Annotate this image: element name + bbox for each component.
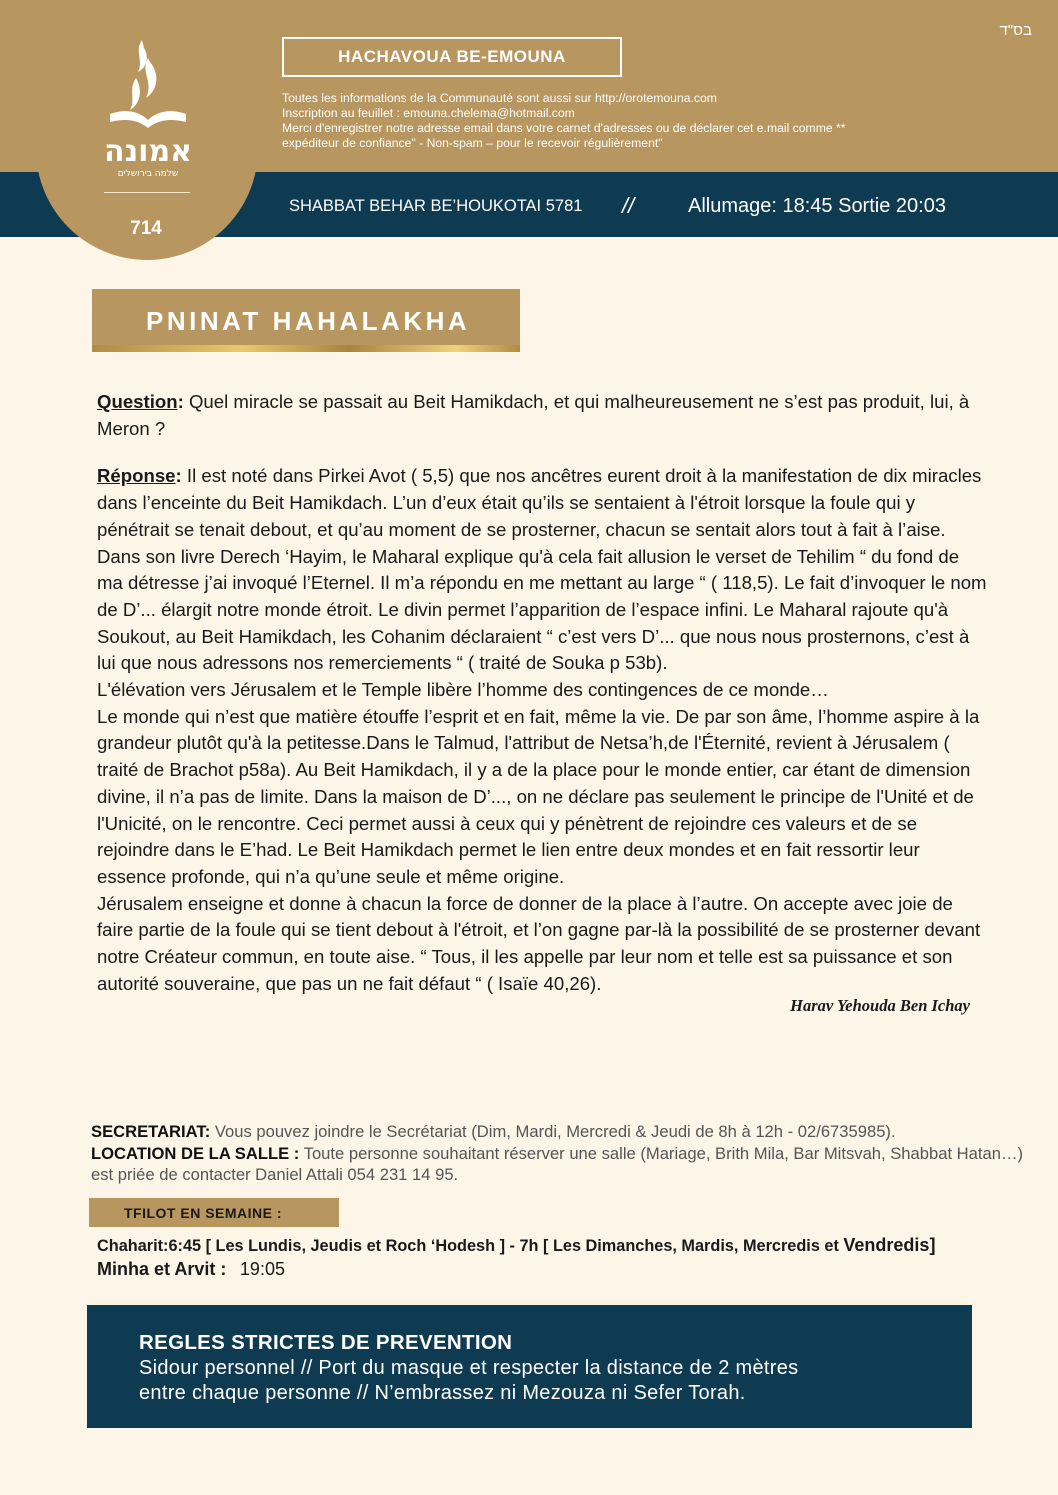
info-line-spam-1: Merci d'enregistrer notre adresse email dans votre carnet d'adresses ou de déclarer cet e.mail comme ** [282,121,846,135]
chaharit-times: Chaharit:6:45 [ Les Lundis, Jeudis et Roch ‘Hodesh ] - 7h [ Les Dimanches, Mardis, Mercredis et [97,1237,844,1255]
gold-underline [92,345,520,352]
salle-label: LOCATION DE LA SALLE : [91,1143,300,1163]
prevention-title: REGLES STRICTES DE PREVENTION [139,1331,513,1354]
author-signature: Harav Yehouda Ben Ichay [790,996,970,1015]
question-paragraph: Question: Quel miracle se passait au Beit Hamikdach, et qui malheureusement ne s’est pas produit, lui, à Meron ? [97,391,970,439]
emouna-logo-icon [100,38,196,180]
secretariat-block [91,1121,1041,1186]
section-title: PNINAT HAHALAKHA [92,289,520,345]
chaharit-end: Vendredis] [843,1235,936,1255]
secretariat-text: Vous pouvez joindre le Secrétariat (Dim, Mardi, Mercredi & Jeudi de 8h à 12h - 02/6735985). [210,1122,896,1141]
answer-label: Réponse [97,465,176,487]
issue-number: 714 [130,218,162,239]
info-line-email: Inscription au feuillet : emouna.chelema@hotmail.com [282,106,575,120]
minha-time: 19:05 [239,1259,285,1279]
question-label: Question [97,391,178,412]
minha-label: Minha et Arvit : [97,1259,227,1279]
salle-text: Toute personne souhaitant réserver une salle (Mariage, Brith Mila, Bar Mitsvah, Shabbat Hatan…) est priée de contacter Daniel Attali 054 231 14 95. [91,1143,1024,1184]
article-body [97,389,989,997]
info-line-spam-2: expéditeur de confiance" - Non-spam – pour le recevoir régulièrement" [282,136,663,150]
tfilot-title: TFILOT EN SEMAINE : [89,1198,339,1227]
separator: // [622,193,635,218]
prevention-line-2: entre chaque personne // N’embrassez ni Mezouza ni Sefer Torah. [139,1382,746,1404]
prevention-banner [87,1305,972,1428]
tfilot-schedule [97,1234,1037,1282]
answer-text-3: Le monde qui n’est que matière étouffe l’esprit et en fait, même la vie. De par son âme, l’homme aspire à la grandeur plutôt qu'à la petitesse.Dans le Talmud, l'attribut de Netsa’h,de l'Éternité, revient à Jérusalem ( traité de Brachot p58a). Au Beit Hamikdach, il y a de la place pour le monde entier, car étant de dimension divine, il n’a pas de limite. Dans la maison de D’..., on ne déclare pas seulement le principe de l'Unité et de l'Unicité, on le rencontre. Ceci permet aussi à ceux qui y pénètrent de rejoindre ces valeurs et de se rejoindre dans le E’had. Le Beit Hamikdach permet le lien entre deux mondes et en fait ressortir leur essence profonde, qui n’a qu’une seule et même origine. [97,705,980,887]
newsletter-title: HACHAVOUA BE-EMOUNA [282,37,622,77]
logo-divider [104,192,190,193]
answer-text-1: Il est noté dans Pirkei Avot ( 5,5) que nos ancêtres eurent droit à la manifestation de dix miracles dans l’enceinte du Beit Hamikdach. L’un d’eux était qu’ils se sentaient à l'étroit lorsque la foule qui y pénétrait se tenait debout, et qu’au moment de se prosterner, chacun se sentait alors tout à fait à l’aise. Dans son livre Derech ‘Hayim, le Maharal explique qu'à cela fait allusion le verset de Tehilim “ du fond de ma détresse j’ai invoqué l’Eternel. Il m’a répondu en me mettant au large “ ( 118,5). Le fait d’invoquer le nom de D’... élargit notre monde étroit. Le divin permet l’apparition de l’espace infini. Le Maharal rajoute qu'à Soukout, au Beit Hamikdach, les Cohanim déclaraient “ c’est vers D’... que nous nous prosternons, c’est à lui que nous adressons nos remerciements “ ( traité de Souka p 53b). [97,465,987,674]
prevention-line-1: Sidour personnel // Port du masque et respecter la distance de 2 mètres [139,1357,799,1379]
bsd-mark: בס"ד [999,22,1032,39]
candle-times: Allumage: 18:45 Sortie 20:03 [688,195,946,217]
answer-text-4: Jérusalem enseigne et donne à chacun la force de donner de la place à l’autre. On accepte avec joie de faire partie de la foule qui se tient debout à l'étroit, et l’on gagne par-là la possibilité de se prosterner devant notre Créateur commun, en toute aise. “ Tous, il les appelle par leur nom et telle est sa puissance et son autorité souveraine, que pas un ne fait défaut “ ( Isaïe 40,26). [97,892,981,994]
secretariat-label: SECRETARIAT: [91,1122,211,1141]
answer-paragraph: Réponse: Il est noté dans Pirkei Avot ( 5,5) que nos ancêtres eurent droit à la manifestation de dix miracles dans l’enceinte du Beit Hamikdach. L’un d’eux était qu’ils se sentaient à l'étroit lorsque la foule qui y pénétrait se tenait debout, et qu’au moment de se prosterner, chacun se sentait alors tout à fait à l’aise. Dans son livre Derech ‘Hayim, le Maharal explique qu'à cela fait allusion le verset de Tehilim “ du fond de ma détresse j’ai invoqué l’Eternel. Il m’a répondu en me mettant au large “ ( 118,5). Le fait d’invoquer le nom de D’... élargit notre monde étroit. Le divin permet l’apparition de l’espace infini. Le Maharal rajoute qu'à Soukout, au Beit Hamikdach, les Cohanim déclaraient “ c’est vers D’... que nous nous prosternons, c’est à lui que nous adressons nos remerciements “ ( traité de Souka p 53b). [97,465,987,674]
answer-text-2: L'élévation vers Jérusalem et le Temple libère l’homme des contingences de ce monde… [97,679,829,701]
logo-hebrew-name: אמונה [103,134,193,169]
question-text: Quel miracle se passait au Beit Hamikdach, et qui malheureusement ne s’est pas produit, lui, à Meron ? [97,391,970,439]
info-block [282,91,932,151]
info-line-website: Toutes les informations de la Communauté sont aussi sur http://orotemouna.com [282,91,717,105]
logo-subtitle: שלמה בירושלים [117,169,179,179]
shabbat-name: SHABBAT BEHAR BE’HOUKOTAI 5781 [289,197,583,215]
